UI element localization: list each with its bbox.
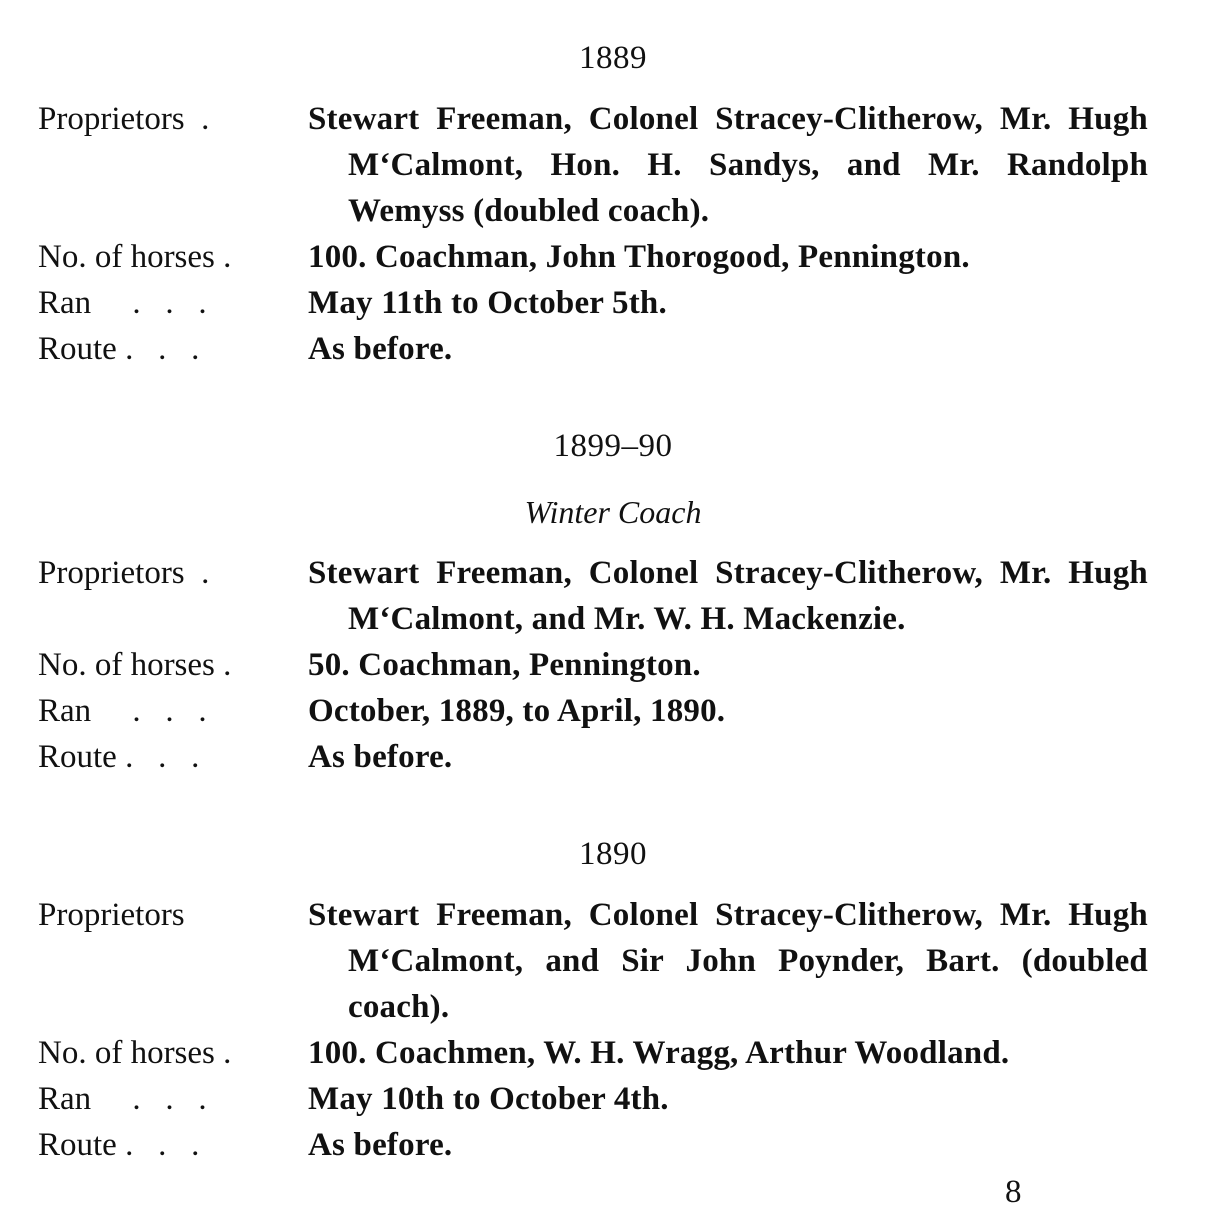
row-value: As before. [308, 331, 453, 367]
section-year: 1890 [579, 836, 647, 872]
row-value: May 10th to October 4th. [308, 1081, 669, 1117]
row-value: 100. Coachman, John Thorogood, Pennington. [308, 239, 970, 275]
row-value: As before. [308, 1127, 453, 1163]
row-route [38, 1122, 1148, 1168]
row-value: Stewart Freeman, Colonel Stracey-Clitherow, Mr. Hugh M‘Calmont, Hon. H. Sandys, and Mr. Randolph Wemyss (doubled coach). [308, 101, 1148, 229]
section-rows [38, 550, 1148, 780]
row-label: No. of horses . [38, 647, 232, 683]
row-value: As before. [308, 739, 453, 775]
row-label: No. of horses . [38, 1035, 232, 1071]
row-value: Stewart Freeman, Colonel Stracey-Clitherow, Mr. Hugh M‘Calmont, and Mr. W. H. Mackenzie. [308, 555, 1148, 637]
row-horses [38, 234, 1148, 280]
section-1899-90 [38, 424, 1148, 780]
row-label: Ran . . . [38, 693, 207, 729]
section-year: 1889 [579, 40, 647, 76]
row-label: Proprietors . [38, 101, 210, 137]
row-ran [38, 688, 1148, 734]
row-label: Route . . . [38, 739, 200, 775]
row-horses [38, 642, 1148, 688]
row-value: May 11th to October 5th. [308, 285, 667, 321]
section-1890 [38, 832, 1148, 1168]
row-value: 100. Coachmen, W. H. Wragg, Arthur Woodland. [308, 1035, 1010, 1071]
row-value: October, 1889, to April, 1890. [308, 693, 726, 729]
row-ran [38, 280, 1148, 326]
row-ran [38, 1076, 1148, 1122]
row-label: Ran . . . [38, 285, 207, 321]
row-label: Proprietors [38, 897, 185, 933]
row-label: Route . . . [38, 1127, 200, 1163]
row-proprietors [38, 96, 1148, 234]
page-number: 8 [1005, 1174, 1022, 1210]
section-1889 [38, 36, 1148, 372]
row-horses [38, 1030, 1148, 1076]
row-proprietors [38, 892, 1148, 1030]
row-label: Route . . . [38, 331, 200, 367]
row-value: 50. Coachman, Pennington. [308, 647, 701, 683]
row-label: Ran . . . [38, 1081, 207, 1117]
row-label: No. of horses . [38, 239, 232, 275]
row-route [38, 326, 1148, 372]
row-route [38, 734, 1148, 780]
section-rows [38, 892, 1148, 1168]
section-subtitle: Winter Coach [524, 494, 702, 530]
section-year: 1899–90 [553, 428, 673, 464]
section-rows [38, 96, 1148, 372]
row-label: Proprietors . [38, 555, 210, 591]
row-proprietors [38, 550, 1148, 642]
row-value: Stewart Freeman, Colonel Stracey-Clitherow, Mr. Hugh M‘Calmont, and Sir John Poynder, Bart. (doubled coach). [308, 897, 1148, 1025]
